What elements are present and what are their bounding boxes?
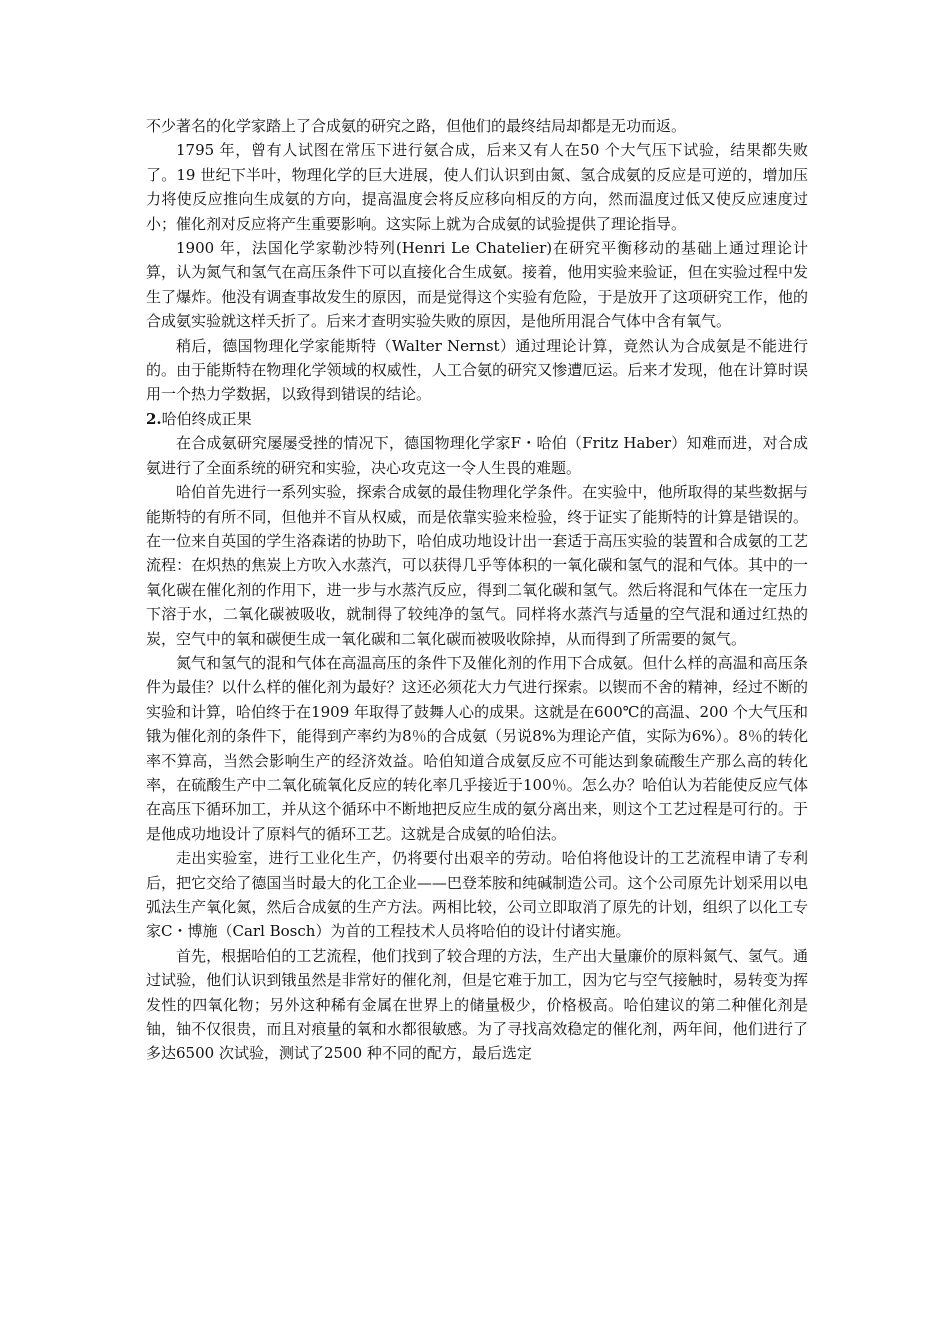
paragraph: 哈伯首先进行一系列实验，探索合成氨的最佳物理化学条件。在实验中，他所取得的某些数据与能斯特的有所不同，但他并不盲从权威，而是依靠实验来检验，终于证实了能斯特的计算是错误的。在一位来自英国的学生洛森诺的协助下，哈伯成功地设计出一套适于高压实验的装置和合成氨的工艺流程：在炽热的焦炭上方吹入水蒸汽，可以获得几乎等体积的一氧化碳和氢气的混和气体。其中的一氧化碳在催化剂的作用下，进一步与水蒸汽反应，得到二氧化碳和氢气。然后将混和气体在一定压力下溶于水，二氧化碳被吸收，就制得了较纯净的氢气。同样将水蒸汽与适量的空气混和通过红热的炭，空气中的氧和碳便生成一氧化碳和二氧化碳而被吸收除掉，从而得到了所需要的氮气。 xyxy=(146,483,808,648)
document-body xyxy=(146,114,808,1066)
section-number: 2. xyxy=(146,409,162,428)
section-heading xyxy=(146,407,808,431)
paragraph: 在合成氨研究屡屡受挫的情况下，德国物理化学家F・哈伯（Fritz Haber）知难而进，对合成氨进行了全面系统的研究和实验，决心攻克这一令人生畏的难题。 xyxy=(146,434,808,477)
paragraph: 稍后，德国物理化学家能斯特（Walter Nernst）通过理论计算，竟然认为合成氨是不能进行的。由于能斯特在物理化学领域的权威性，人工合氨的研究又惨遭厄运。后来才发现，他在计算时误用一个热力学数据，以致得到错误的结论。 xyxy=(146,336,808,404)
paragraph: 1900 年，法国化学家勒沙特列(Henri Le Chatelier)在研究平衡移动的基础上通过理论计算，认为氮气和氢气在高压条件下可以直接化合生成氨。接着，他用实验来验证，但在实验过程中发生了爆炸。他没有调查事故发生的原因，而是觉得这个实验有危险，于是放开了这项研究工作，他的合成氨实验就这样夭折了。后来才查明实验失败的原因，是他所用混合气体中含有氧气。 xyxy=(146,239,808,331)
section-title: 哈伯终成正果 xyxy=(161,409,252,428)
paragraph: 1795 年，曾有人试图在常压下进行氨合成，后来又有人在50 个大气压下试验，结果都失败了。19 世纪下半叶，物理化学的巨大进展，使人们认识到由氮、氢合成氨的反应是可逆的，增加压力将使反应推向生成氨的方向，提高温度会将反应移向相反的方向，然而温度过低又使反应速度过小；催化剂对反应将产生重要影响。这实际上就为合成氨的试验提供了理论指导。 xyxy=(146,141,808,233)
paragraph: 首先，根据哈伯的工艺流程，他们找到了较合理的方法，生产出大量廉价的原料氮气、氢气。通过试验，他们认识到锇虽然是非常好的催化剂，但是它难于加工，因为它与空气接触时，易转变为挥发性的四氧化物；另外这种稀有金属在世界上的储量极少，价格极高。哈伯建议的第二种催化剂是铀，铀不仅很贵，而且对痕量的氧和水都很敏感。为了寻找高效稳定的催化剂，两年间，他们进行了多达6500 次试验，测试了2500 种不同的配方，最后选定 xyxy=(146,946,808,1063)
paragraph: 氮气和氢气的混和气体在高温高压的条件下及催化剂的作用下合成氨。但什么样的高温和高压条件为最佳？以什么样的催化剂为最好？这还必须花大力气进行探索。以锲而不舍的精神，经过不断的实验和计算，哈伯终于在1909 年取得了鼓舞人心的成果。这就是在600℃的高温、200 个大气压和锇为催化剂的条件下，能得到产率约为8％的合成氨（另说8%为理论产值，实际为6%）。8％的转化率不算高，当然会影响生产的经济效益。哈伯知道合成氨反应不可能达到象硫酸生产那么高的转化率，在硫酸生产中二氧化硫氧化反应的转化率几乎接近于100％。怎么办？哈伯认为若能使反应气体在高压下循环加工，并从这个循环中不断地把反应生成的氨分离出来，则这个工艺过程是可行的。于是他成功地设计了原料气的循环工艺。这就是合成氨的哈伯法。 xyxy=(146,653,808,843)
paragraph: 走出实验室，进行工业化生产，仍将要付出艰辛的劳动。哈伯将他设计的工艺流程申请了专利后，把它交给了德国当时最大的化工企业——巴登苯胺和纯碱制造公司。这个公司原先计划采用以电弧法生产氧化氮，然后合成氨的生产方法。两相比较，公司立即取消了原先的计划，组织了以化工专家C・博施（Carl Bosch）为首的工程技术人员将哈伯的设计付诸实施。 xyxy=(146,849,808,941)
paragraph: 不少著名的化学家踏上了合成氨的研究之路，但他们的最终结局却都是无功而返。 xyxy=(146,117,687,135)
